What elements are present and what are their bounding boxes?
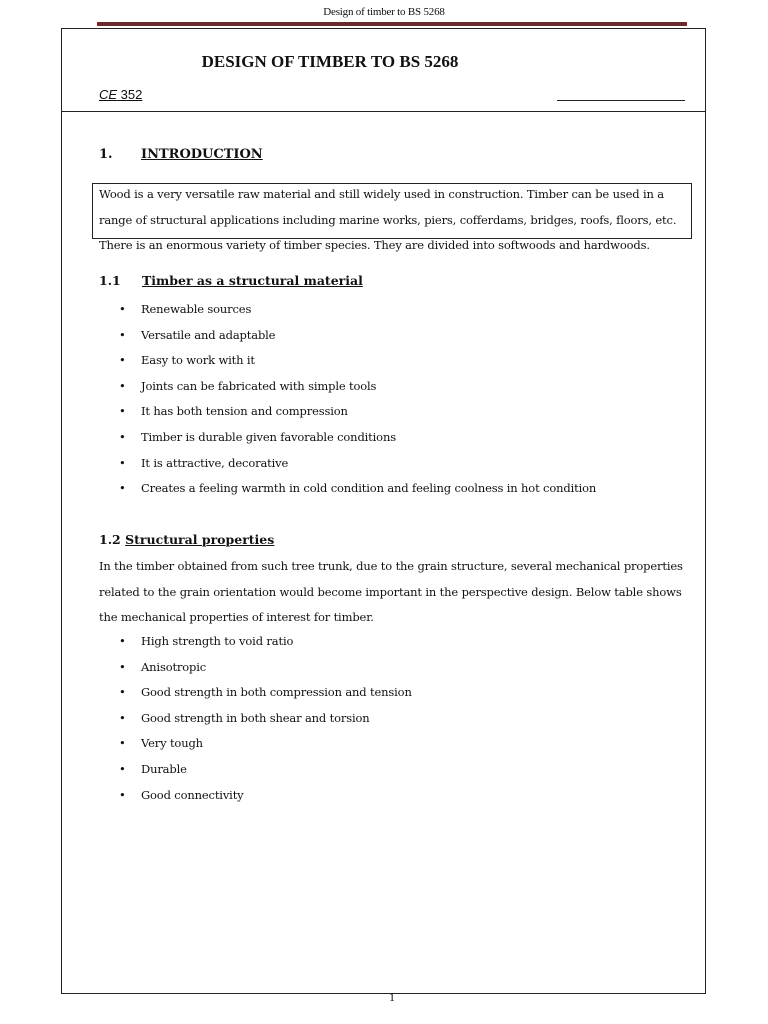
bullet-icon: • <box>119 327 126 342</box>
list-item: • Easy to work with it <box>119 348 596 374</box>
list-item: • High strength to void ratio <box>119 629 412 655</box>
section-1-number: 1. <box>99 147 113 162</box>
list-item: • Renewable sources <box>119 297 596 323</box>
list-item: • Creates a feeling warmth in cold condition and feeling coolness in hot condition <box>119 476 596 502</box>
bullet-icon: • <box>119 659 126 674</box>
bullet-icon: • <box>119 404 126 419</box>
bullet-icon: • <box>119 302 126 316</box>
list-item: • It is attractive, decorative <box>119 451 596 477</box>
properties-list <box>119 629 412 808</box>
running-header: Design of timber to BS 5268 <box>323 6 445 18</box>
signature-line <box>557 100 685 101</box>
list-item: • Very tough <box>119 731 412 757</box>
section-1-1-heading <box>99 273 363 288</box>
section-1-title: INTRODUCTION <box>141 147 263 162</box>
section-1-1-number: 1.1 <box>99 273 121 288</box>
section-1-1-title: Timber as a structural material <box>142 273 363 288</box>
bullet-icon: • <box>119 787 126 802</box>
page-number: 1 <box>389 990 395 1004</box>
bullet-icon: • <box>119 634 126 648</box>
bullet-icon: • <box>119 481 126 496</box>
bullet-icon: • <box>119 710 126 725</box>
list-item: • Good strength in both compression and tension <box>119 680 412 706</box>
section-1-2-heading <box>99 532 274 547</box>
list-item: • Good connectivity <box>119 783 412 809</box>
section-1-heading <box>99 147 263 162</box>
bullet-icon: • <box>119 761 126 776</box>
header-rule <box>97 22 687 26</box>
list-item: • Timber is durable given favorable conditions <box>119 425 596 451</box>
bullet-icon: • <box>119 455 126 470</box>
intro-paragraph: Wood is a very versatile raw material and still widely used in construction. Timber can be used in a range of structural applications including marine works, piers, cofferdams, bridges, roofs, floors, etc. There is an enormous variety of timber species. They are divided into softwoods and hardwoods. <box>99 187 677 252</box>
list-item: • Joints can be fabricated with simple tools <box>119 374 596 400</box>
advantages-list <box>119 297 596 502</box>
bullet-icon: • <box>119 378 126 393</box>
list-item: • It has both tension and compression <box>119 399 596 425</box>
document-title: DESIGN OF TIMBER TO BS 5268 <box>201 52 459 71</box>
list-item: • Durable <box>119 757 412 783</box>
course-code <box>99 87 142 102</box>
bullet-icon: • <box>119 685 126 700</box>
list-item: • Anisotropic <box>119 655 412 681</box>
bullet-icon: • <box>119 429 126 444</box>
course-prefix: CE <box>99 87 118 102</box>
course-number: 352 <box>117 87 143 102</box>
list-item: • Good strength in both shear and torsion <box>119 706 412 732</box>
list-item: • Versatile and adaptable <box>119 323 596 349</box>
section-1-2-number: 1.2 <box>99 532 121 547</box>
section-rule <box>62 111 705 112</box>
page-frame <box>61 28 706 994</box>
bullet-icon: • <box>119 353 126 368</box>
section-1-2-title: Structural properties <box>125 532 275 547</box>
structural-paragraph: In the timber obtained from such tree trunk, due to the grain structure, several mechanical properties related to the grain orientation would become important in the perspective design. Below table shows the mechanical properties of interest for timber. <box>99 559 683 624</box>
bullet-icon: • <box>119 736 126 751</box>
